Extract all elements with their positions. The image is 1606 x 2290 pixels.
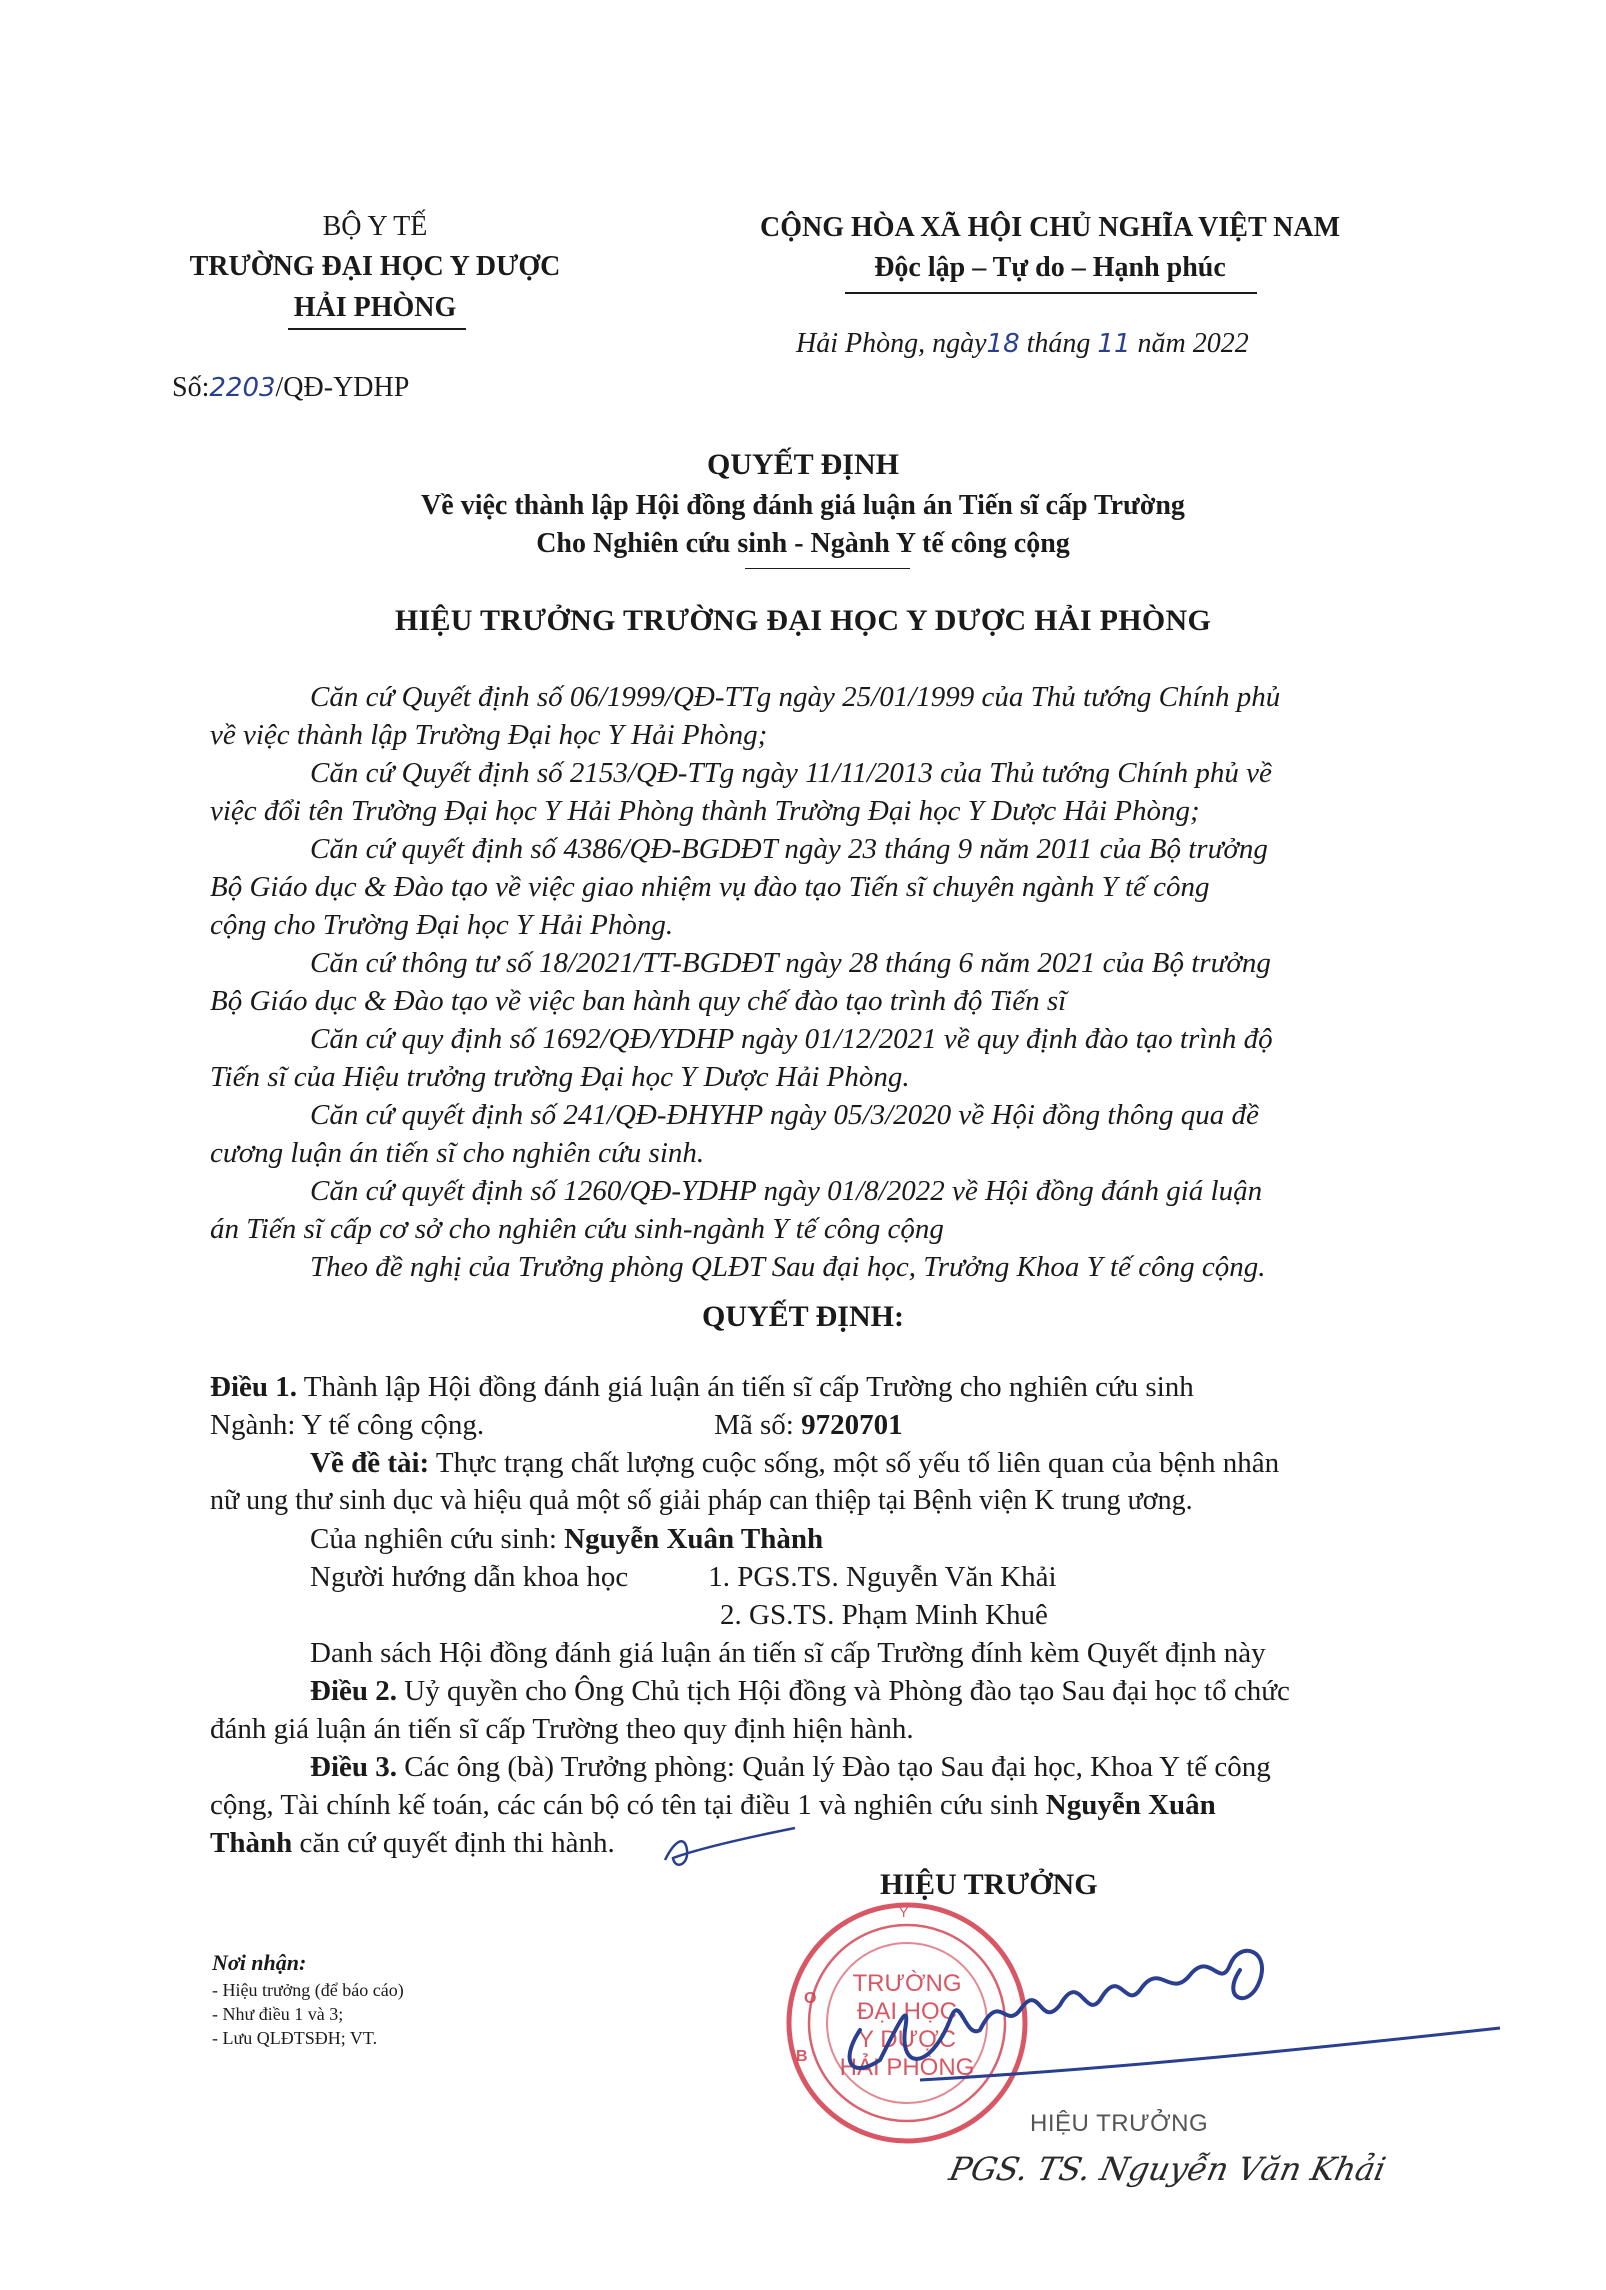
topic-line2: nữ ung thư sinh dục và hiệu quả một số giải pháp can thiệp tại Bệnh viện K trung ương. [210,1485,1193,1516]
recipients-heading: Nơi nhận: [212,1950,307,1975]
article-2 [210,1672,1460,1748]
topic-line1: Thực trạng chất lượng cuộc sống, một số yếu tố liên quan của bệnh nhân [429,1447,1280,1479]
date-month-word: tháng [1026,328,1091,359]
preamble-line: Căn cứ quy định số 1692/QĐ/YDHP ngày 01/12/2021 về quy định đào tạo trình độ [310,1023,1273,1055]
date-year: năm 2022 [1137,328,1249,359]
preamble-line: Bộ Giáo dục & Đào tạo về việc ban hành quy chế đào tạo trình độ Tiến sĩ [210,985,1067,1017]
article-3-line1: Các ông (bà) Trưởng phòng: Quản lý Đào tạo Sau đại học, Khoa Y tế công [397,1751,1271,1783]
preamble-line: Tiến sĩ của Hiệu trưởng trường Đại học Y Dược Hải Phòng. [210,1061,910,1093]
article-1-major: Ngành: Y tế công cộng. [210,1409,485,1441]
seal-letter-left-2: O [804,1990,817,2007]
preamble-line: Căn cứ quyết định số 1260/QĐ-YDHP ngày 01/8/2022 về Hội đồng đánh giá luận [310,1175,1263,1207]
article-1-label: Điều 1. [210,1371,297,1403]
article-1-text: Thành lập Hội đồng đánh giá luận án tiến sĩ cấp Trường cho nghiên cứu sinh [297,1371,1194,1403]
signer-name: PGS. TS. Nguyễn Văn Khải [945,2150,1390,2188]
preamble-line: Căn cứ quyết định số 4386/QĐ-BGDĐT ngày 23 tháng 9 năm 2011 của Bộ trưởng [310,833,1268,865]
recipient-item: - Như điều 1 và 3; [212,2004,344,2024]
article-3-line2: cộng, Tài chính kế toán, các cán bộ có tên tại điều 1 và nghiên cứu sinh [210,1789,1046,1821]
article-3 [210,1748,1460,1862]
preamble-line: Căn cứ thông tư số 18/2021/TT-BGDĐT ngày 28 tháng 6 năm 2021 của Bộ trưởng [310,947,1271,979]
recipients [212,1948,612,2050]
preamble-line: Theo đề nghị của Trưởng phòng QLĐT Sau đại học, Trưởng Khoa Y tế công cộng. [310,1251,1266,1283]
date-month: 11 [1097,329,1131,359]
date-day: 18 [986,329,1020,359]
preamble [210,678,1420,1286]
issuing-authority: HIỆU TRƯỞNG TRƯỜNG ĐẠI HỌC Y DƯỢC HẢI PHÒNG [394,604,1212,637]
seal-letter-top: Y [899,1904,909,1920]
council-note: Danh sách Hội đồng đánh giá luận án tiến sĩ cấp Trường đính kèm Quyết định này [310,1637,1266,1669]
number-suffix: /QĐ-YDHP [275,372,410,403]
student-label: Của nghiên cứu sinh: [310,1523,565,1555]
topic-label: Về đề tài: [310,1447,430,1479]
seal-line: HẢI PHÒNG [839,2054,975,2081]
recipient-item: - Hiệu trưởng (để báo cáo) [212,1980,404,2000]
number-handwritten: 2203 [209,373,276,403]
article-1 [210,1368,1460,1672]
article-3-name-part2: Thành [210,1827,293,1859]
header-left [140,208,610,328]
signature-title: HIỆU TRƯỞNG [880,1868,1098,1901]
preamble-line: về việc thành lập Trường Đại học Y Hải Phòng; [210,719,768,751]
ministry-name: BỘ Y TẾ [322,211,428,242]
decision-subject-line2 [0,528,1606,560]
document-number [172,372,409,404]
motto-underline [845,292,1257,294]
preamble-line: Bộ Giáo dục & Đào tạo về việc giao nhiệm vụ đào tạo Tiến sĩ chuyên ngành Y tế công [210,871,1210,903]
school-name-line2: HẢI PHÒNG [293,292,457,323]
header-right [640,208,1460,288]
advisor-label: Người hướng dẫn khoa học [310,1561,629,1593]
decide-heading: QUYẾT ĐỊNH: [702,1300,904,1333]
article-3-name-part1: Nguyễn Xuân [1045,1789,1216,1821]
article-1-code: 9720701 [801,1409,903,1441]
preamble-line: án Tiến sĩ cấp cơ sở cho nghiên cứu sinh-ngành Y tế công cộng [210,1213,944,1245]
preamble-line: việc đổi tên Trường Đại học Y Hải Phòng thành Trường Đại học Y Dược Hải Phòng; [210,795,1200,827]
preamble-line: cộng cho Trường Đại học Y Hải Phòng. [210,909,674,941]
handwritten-signature [800,1910,1520,2130]
article-2-line2: đánh giá luận án tiến sĩ cấp Trường theo quy định hiện hành. [210,1713,914,1745]
student-name: Nguyễn Xuân Thành [564,1523,824,1555]
document-date [796,328,1249,360]
date-place: Hải Phòng, ngày [796,328,987,359]
header-left-underline [288,328,466,330]
national-motto: Độc lập – Tự do – Hạnh phúc [874,252,1226,283]
subject-underline [745,568,910,569]
article-3-label: Điều 3. [310,1751,397,1783]
seal-letter-left: B [796,2048,808,2065]
decision-title: QUYẾT ĐỊNH [707,448,899,481]
article-2-label: Điều 2. [310,1675,397,1707]
article-1-code-label: Mã số: [714,1409,802,1441]
signer-stamp-title: HIỆU TRƯỞNG [1030,2110,1209,2137]
article-2-line1: Uỷ quyền cho Ông Chủ tịch Hội đồng và Phòng đào tạo Sau đại học tổ chức [397,1675,1290,1707]
recipient-item: - Lưu QLĐTSĐH; VT. [212,2028,378,2048]
preamble-line: Căn cứ Quyết định số 2153/QĐ-TTg ngày 11/11/2013 của Thủ tướng Chính phủ về [310,757,1272,789]
republic-name: CỘNG HÒA XÃ HỘI CHỦ NGHĨA VIỆT NAM [759,212,1341,243]
subject-prefix: Cho Nghiên cứu sinh - Ngành [536,528,896,559]
number-prefix: Số: [172,372,210,403]
advisor-1: 1. PGS.TS. Nguyễn Văn Khải [708,1561,1057,1593]
decision-subject-line1: Về việc thành lập Hội đồng đánh giá luận án Tiến sĩ cấp Trường [421,490,1185,521]
preamble-line: Căn cứ Quyết định số 06/1999/QĐ-TTg ngày 25/01/1999 của Thủ tướng Chính phủ [310,681,1281,713]
subject-major: Y tế công cộng [895,528,1070,559]
preamble-line: cương luận án tiến sĩ cho nghiên cứu sinh. [210,1137,705,1169]
seal-line: Y DƯỢC [858,2026,956,2053]
preamble-line: Căn cứ quyết định số 241/QĐ-ĐHYHP ngày 05/3/2020 về Hội đồng thông qua đề [310,1099,1259,1131]
seal-line: ĐẠI HỌC [856,1998,957,2025]
article-3-line3: căn cứ quyết định thi hành. [292,1827,615,1859]
school-name-line1: TRƯỜNG ĐẠI HỌC Y DƯỢC [189,251,561,282]
seal-line: TRƯỜNG [852,1970,962,1997]
initial-mark [655,1820,805,1880]
advisor-2: 2. GS.TS. Phạm Minh Khuê [720,1599,1048,1631]
